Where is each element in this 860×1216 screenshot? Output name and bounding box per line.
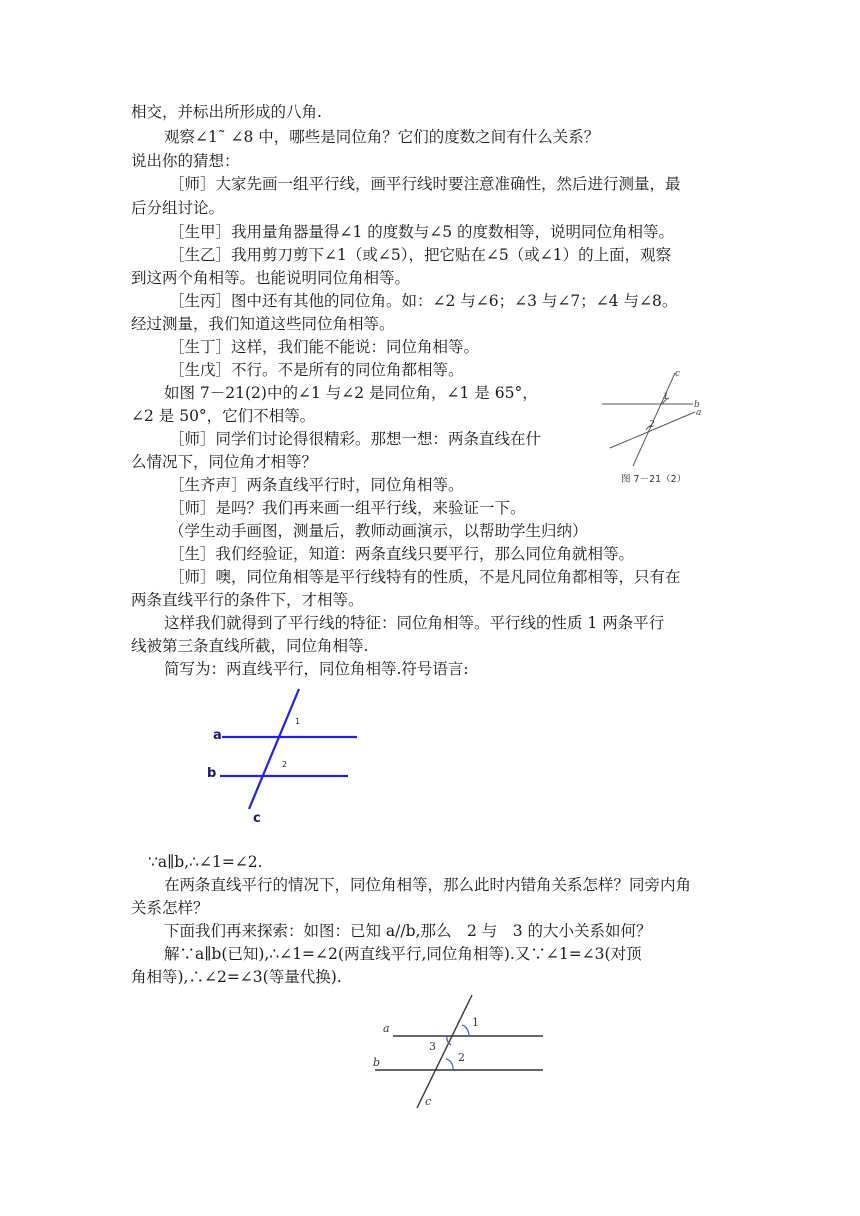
label-b: b (207, 766, 217, 781)
label-c: c (675, 369, 681, 379)
figure-7-21-2 (595, 368, 715, 486)
figure-angles-1-2-3 (365, 990, 550, 1115)
label-2: 2 (649, 420, 655, 430)
text-line: 这样我们就得到了平行线的特征：同位角相等。平行线的性质 1 两条平行 (164, 614, 665, 632)
text-line: ［生］我们经验证，知道：两条直线只要平行，那么同位角就相等。 (169, 545, 635, 563)
text-line: 简写为：两直线平行，同位角相等.符号语言: (164, 660, 469, 678)
text-line: ［师］噢，同位角相等是平行线特有的性质，不是凡同位角都相等，只有在 (169, 568, 681, 586)
label-a: a (696, 408, 702, 418)
label-b: b (373, 1056, 381, 1069)
label-b: b (694, 400, 700, 410)
text-line: 经过测量，我们知道这些同位角相等。 (131, 315, 395, 333)
text-line: ［师］同学们讨论得很精彩。那想一想：两条直线在什 (169, 430, 542, 448)
text-line: ［生乙］我用剪刀剪下∠1（或∠5），把它贴在∠5（或∠1）的上面，观察 (169, 246, 672, 264)
label-1: 1 (663, 392, 669, 402)
text-line: 后分组讨论。 (131, 199, 225, 217)
text-line: ［生丙］图中还有其他的同位角。如：∠2 与∠6；∠3 与∠7；∠4 与∠8。 (169, 292, 678, 310)
text-line: 解∵a∥b(已知),∴∠1=∠2(两直线平行,同位角相等).又∵∠1=∠3(对顶 (164, 945, 642, 963)
text-line: ［师］大家先画一组平行线，画平行线时要注意准确性，然后进行测量，最 (169, 175, 681, 193)
text-line: ∠2 是 50°，它们不相等。 (131, 407, 316, 425)
text-line: 角相等),∴∠2=∠3(等量代换). (131, 968, 342, 986)
text-line: 么情况下，同位角才相等？ (131, 453, 318, 471)
text-line: 相交，并标出所形成的八角. (131, 103, 322, 121)
text-line: ［生丁］这样，我们能不能说：同位角相等。 (169, 338, 480, 356)
text-line: 关系怎样？ (131, 899, 209, 917)
text-line: 说出你的猜想： (131, 152, 240, 170)
text-line: 下面我们再来探索：如图：已知 a//b,那么 2 与 3 的大小关系如何？ (164, 922, 652, 940)
label-a: a (383, 1022, 390, 1035)
text-line: ［生齐声］两条直线平行时，同位角相等。 (169, 476, 464, 494)
label-1: 1 (295, 717, 301, 726)
label-2: 2 (458, 1051, 465, 1064)
text-line: 观察∠1˜ ∠8 中，哪些是同位角？它们的度数之间有什么关系？ (164, 128, 600, 146)
text-line: ［生戊］不行。不是所有的同位角都相等。 (169, 361, 464, 379)
text-line: 到这两个角相等。也能说明同位角相等。 (131, 269, 411, 287)
label-c: c (425, 1095, 432, 1108)
text-line: ［师］是吗？我们再来画一组平行线，来验证一下。 (169, 499, 526, 517)
label-2: 2 (282, 760, 288, 769)
label-3: 3 (429, 1040, 436, 1053)
text-line: 两条直线平行的条件下，才相等。 (131, 591, 364, 609)
text-line: 线被第三条直线所截，同位角相等. (131, 637, 369, 655)
label-a: a (213, 728, 222, 743)
text-line: ∵a∥b,∴∠1=∠2. (148, 853, 263, 871)
figure-parallel-lines-blue (200, 684, 365, 829)
text-line: 在两条直线平行的情况下，同位角相等，那么此时内错角关系怎样？同旁内角 (164, 876, 692, 894)
label-1: 1 (472, 1016, 479, 1029)
text-line: 如图 7－21(2)中的∠1 与∠2 是同位角，∠1 是 65°， (164, 384, 538, 402)
text-line: ［生甲］我用量角器量得∠1 的度数与∠5 的度数相等，说明同位角相等。 (169, 223, 675, 241)
text-line: （学生动手画图，测量后，教师动画演示，以帮助学生归纳） (169, 522, 588, 540)
label-c: c (253, 811, 261, 826)
figure-caption: 图 7－21（2） (621, 474, 687, 485)
